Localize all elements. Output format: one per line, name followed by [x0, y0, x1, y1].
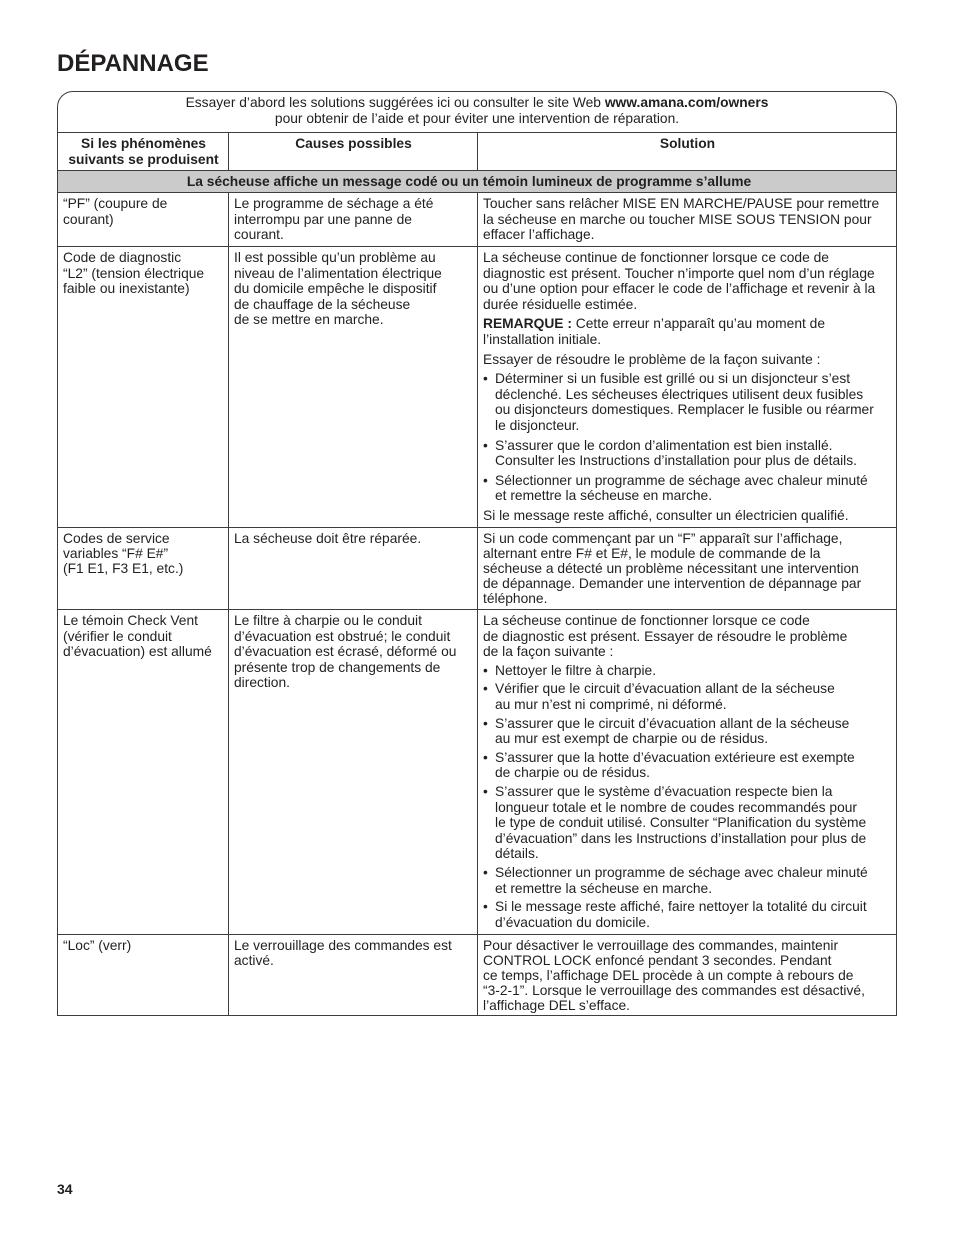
section-row [58, 170, 896, 192]
bullet-item: • Vérifier que le circuit d’évacuation allant de la sécheuse au mur n’est ni comprimé, ni déformé. [483, 681, 892, 712]
table-intro [58, 92, 896, 132]
symptom-cell: “Loc” (verr) [63, 938, 132, 953]
bullet-item: • S’assurer que la hotte d’évacuation extérieure est exempte de charpie ou de résidus. [483, 750, 892, 781]
intro-line-2: pour obtenir de l’aide et pour éviter une intervention de réparation. [274, 111, 680, 126]
bullet-item: • S’assurer que le système d’évacuation respecte bien la longueur totale et le nombre de coudes recommandés pour le type de conduit utilisé. Consulter “Planification du système d’évacuation” dans les Instructions d’installation pour plus de détails. [483, 784, 892, 862]
section-title: La sécheuse affiche un message codé ou un témoin lumineux de programme s’allume [186, 174, 752, 189]
solution-cell [477, 610, 896, 934]
bullet-item: • S’assurer que le circuit d’évacuation allant de la sécheuse au mur est exempt de charpie ou de résidus. [483, 716, 892, 747]
steps-intro: Essayer de résoudre le problème de la façon suivante : [483, 351, 821, 367]
solution-intro: La sécheuse continue de fonctionner lorsque ce code de diagnostic est présent. Essayer de résoudre le problème de la façon suivante : [483, 613, 848, 660]
header-causes: Causes possibles [228, 133, 477, 170]
intro-text: Essayer d’abord les solutions suggérées ici ou consulter le site Web [185, 95, 601, 110]
solution-cell: Pour désactiver le verrouillage des commandes, maintenir CONTROL LOCK enfoncé pendant 3 secondes. Pendant ce temps, l’affichage DEL procède à un compte à rebours de “3-2-1”. Lorsque le verrouillage des commandes est désactivé, l’affichage DEL s’efface. [477, 935, 896, 1015]
bullet-item: • Déterminer si un fusible est grillé ou si un disjoncteur s’est déclenché. Les sécheuses électriques utilisent deux fusibles ou disjoncteurs domestiques. Remplacer le fusible ou réarmer le disjoncteur. [483, 371, 892, 433]
cause-cell: Le filtre à charpie ou le conduit d’évacuation est obstrué; le conduit d’évacuation est écrasé, déformé ou présente trop de changements de direction. [228, 610, 477, 934]
symptom-cell: Codes de service variables “F# E#” (F1 E1, F3 E1, etc.) [63, 531, 184, 576]
bullet-item: • Sélectionner un programme de séchage avec chaleur minuté et remettre la sécheuse en marche. [483, 865, 892, 896]
note-label: REMARQUE : [483, 316, 572, 332]
header-symptom: Si les phénomènes suivants se produisent [68, 136, 219, 167]
note-text: Cette erreur n’apparaît qu’au moment de l’installation initiale. [483, 316, 826, 347]
bullet-item: • Nettoyer le filtre à charpie. [483, 663, 892, 679]
symptom-cell: “PF” (coupure de courant) [63, 196, 168, 227]
solution-note [483, 316, 892, 347]
bullet-item: • Si le message reste affiché, faire nettoyer la totalité du circuit d’évacuation du domicile. [483, 899, 892, 930]
cause-cell: Il est possible qu’un problème au niveau de l’alimentation électrique du domicile empêche le dispositif de chauffage de la sécheuse de se mettre en marche. [228, 247, 477, 527]
symptom-cell: Code de diagnostic “L2” (tension électrique faible ou inexistante) [63, 250, 205, 297]
intro-line-1 [58, 95, 896, 111]
table-row [58, 609, 896, 934]
solution-cell [477, 247, 896, 527]
table-row [58, 192, 896, 246]
solution-cell: Toucher sans relâcher MISE EN MARCHE/PAUSE pour remettre la sécheuse en marche ou toucher MISE SOUS TENSION pour effacer l’affichage. [477, 193, 896, 246]
table-row [58, 934, 896, 1015]
page-title: DÉPANNAGE [57, 50, 209, 77]
cause-cell: La sécheuse doit être réparée. [228, 528, 477, 609]
bullet-item: • S’assurer que le cordon d’alimentation est bien installé. Consulter les Instructions d’installation pour plus de détails. [483, 438, 892, 469]
table-row [58, 246, 896, 527]
header-row [58, 132, 896, 170]
symptom-cell: Le témoin Check Vent (vérifier le conduit d’évacuation) est allumé [63, 613, 212, 660]
cause-cell: Le programme de séchage a été interrompu par une panne de courant. [228, 193, 477, 246]
page-number: 34 [57, 1181, 73, 1197]
solution-intro: La sécheuse continue de fonctionner lorsque ce code de diagnostic est présent. Toucher n’importe quel nom d’un réglage ou d’une option pour effacer le code de l’affichage et revenir à la durée résiduelle estimée. [483, 250, 876, 312]
cause-cell: Le verrouillage des commandes est activé. [228, 935, 477, 1015]
bullet-item: • Sélectionner un programme de séchage avec chaleur minuté et remettre la sécheuse en marche. [483, 473, 892, 504]
header-solution: Solution [477, 133, 896, 170]
table-row [58, 527, 896, 609]
website-address: www.amana.com/owners [604, 95, 769, 110]
solution-closing: Si le message reste affiché, consulter un électricien qualifié. [483, 507, 849, 523]
solution-cell: Si un code commençant par un “F” apparaît sur l’affichage, alternant entre F# et E#, le module de commande de la sécheuse a détecté un problème nécessitant une intervention de dépannage. Demander une intervention de dépannage par téléphone. [477, 528, 896, 609]
troubleshooting-table [57, 91, 897, 1016]
